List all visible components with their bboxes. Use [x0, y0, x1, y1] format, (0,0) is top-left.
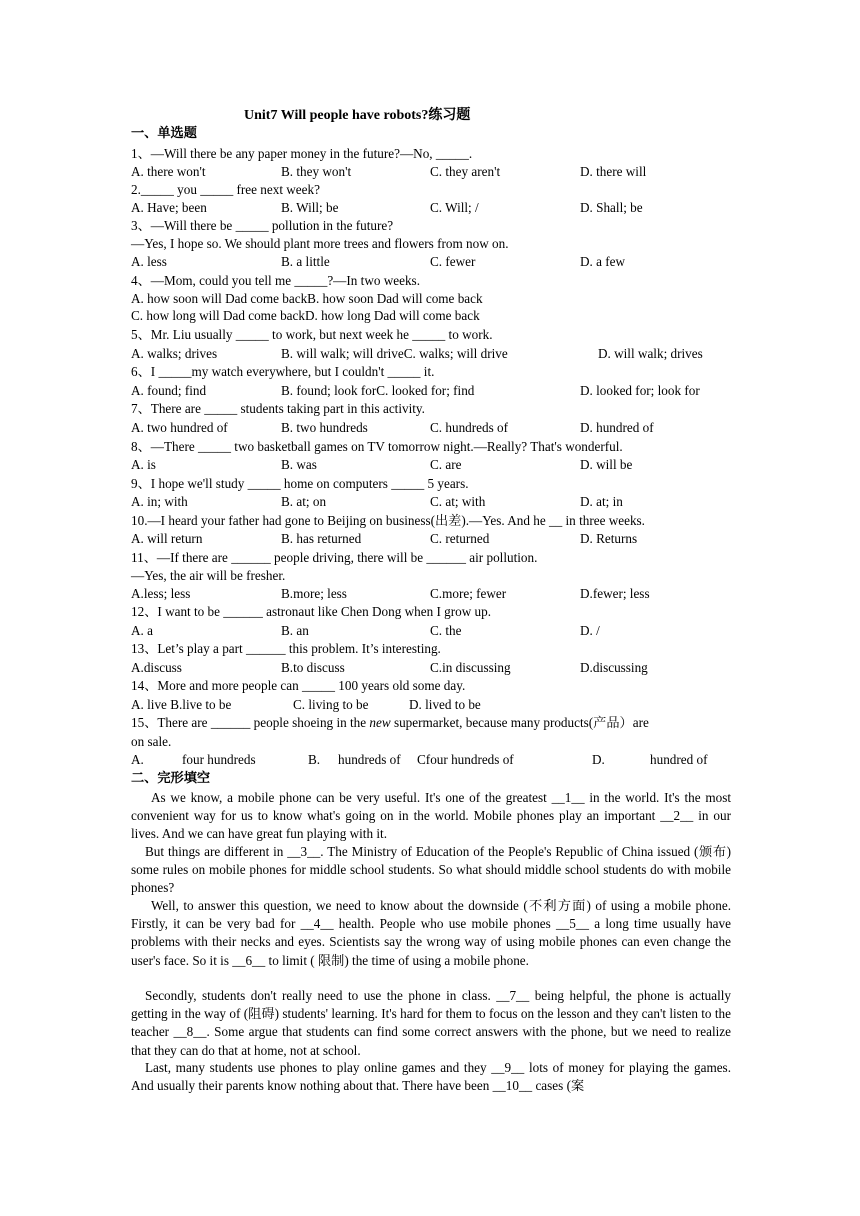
- option-d: D. /: [580, 623, 600, 638]
- option-d: D. there will: [580, 164, 647, 179]
- question-stem: 9、I hope we'll study _____ home on computers _____ 5 years.: [131, 476, 469, 491]
- option-c: C.in discussing: [430, 660, 511, 675]
- option-d-letter: D.: [592, 752, 605, 767]
- option-d: D. at; in: [580, 494, 623, 509]
- cloze-paragraph-4: Secondly, students don't really need to use the phone in class. __7__ being helpful, the phone is actually getting in the way of (阻碍) students' learning. It's hard for them to focus on the lesson and they can't listen to the teacher __8__. Some argue that students can find some correct answers with the phone, but we need to realize that they can do that at home, not at school.: [131, 988, 731, 1058]
- question-stem: 13、Let’s play a part ______ this problem. It’s interesting.: [131, 641, 441, 656]
- option-a: A. a: [131, 623, 153, 638]
- option-d: D. will be: [580, 457, 633, 472]
- cloze-paragraph-5: Last, many students use phones to play online games and they __9__ lots of money for playing the games. And usually their parents know nothing about that. There have been __10__ cases (案: [131, 1060, 731, 1094]
- option-a: A. less: [131, 254, 167, 269]
- option-c: C. the: [430, 623, 462, 638]
- option-a: A. there won't: [131, 164, 206, 179]
- option-d: hundred of: [650, 752, 708, 767]
- option-d: D. looked for; look for: [580, 383, 700, 398]
- option-a: A.less; less: [131, 586, 191, 601]
- question-stem: 10.—I heard your father had gone to Beijing on business(出差).—Yes. And he __ in three weeks.: [131, 513, 645, 528]
- option-c: C. returned: [430, 531, 490, 546]
- option-b: B. at; on: [281, 494, 327, 509]
- option-d: D. Returns: [580, 531, 638, 546]
- option-b: B. a little: [281, 254, 330, 269]
- section-heading-cloze: 二、完形填空: [131, 770, 211, 785]
- question-stem: 1、—Will there be any paper money in the future?—No, _____.: [131, 146, 473, 161]
- option-d: D. Shall; be: [580, 200, 643, 215]
- option-d: D. hundred of: [580, 420, 654, 435]
- option-a: A. will return: [131, 531, 203, 546]
- question-stem: 5、Mr. Liu usually _____ to work, but next week he _____ to work.: [131, 327, 493, 342]
- question-stem: 3、—Will there be _____ pollution in the future?: [131, 218, 394, 233]
- option-b: B. has returned: [281, 531, 362, 546]
- question-stem: 14、More and more people can _____ 100 years old some day.: [131, 678, 466, 693]
- cloze-paragraph-1: As we know, a mobile phone can be very useful. It's one of the greatest __1__ in the world. It's the most convenient way for us to know what's going on in the world. Mobile phones play an important __2__ in our lives. And we can have great fun playing with it.: [131, 790, 731, 842]
- option-b: B. they won't: [281, 164, 352, 179]
- option-b: hundreds of: [338, 752, 401, 767]
- option-d: D. a few: [580, 254, 626, 269]
- option-b-letter: B.: [308, 752, 321, 767]
- option-c: C. they aren't: [430, 164, 501, 179]
- question-stem: 15、There are ______ people shoeing in the new supermarket, because many products(产品）are: [131, 715, 649, 730]
- question-stem: 12、I want to be ______ astronaut like Chen Dong when I grow up.: [131, 604, 492, 619]
- option-b: B. an: [281, 623, 309, 638]
- option-c: C. fewer: [430, 254, 476, 269]
- option-b-c: B. will walk; will driveC. walks; will drive: [281, 346, 508, 361]
- option-d: D. will walk; drives: [598, 346, 703, 361]
- option-c: C. Will; /: [430, 200, 479, 215]
- option-d: D.fewer; less: [580, 586, 650, 601]
- question-stem-continued: —Yes, I hope so. We should plant more trees and flowers from now on.: [131, 236, 509, 251]
- option-b: B. Will; be: [281, 200, 339, 215]
- option-a: four hundreds: [182, 752, 256, 767]
- option-a: A. Have; been: [131, 200, 207, 215]
- option-c: Cfour hundreds of: [417, 752, 514, 767]
- option-c: C.more; fewer: [430, 586, 507, 601]
- option-a: A. two hundred of: [131, 420, 228, 435]
- option-b: B.more; less: [281, 586, 347, 601]
- option-a: A. in; with: [131, 494, 188, 509]
- option-b: B. two hundreds: [281, 420, 368, 435]
- question-stem-continued: —Yes, the air will be fresher.: [131, 568, 286, 583]
- option-c: C. are: [430, 457, 462, 472]
- options-line: A. how soon will Dad come backB. how soon Dad will come back: [131, 291, 483, 306]
- option-b: B. was: [281, 457, 317, 472]
- question-stem-continued: on sale.: [131, 734, 172, 749]
- page-title: Unit7 Will people have robots?练习题: [244, 108, 471, 123]
- question-stem: 8、—There _____ two basketball games on TV tomorrow night.—Really? That's wonderful.: [131, 439, 623, 454]
- option-a: A. walks; drives: [131, 346, 218, 361]
- question-stem: 7、There are _____ students taking part in this activity.: [131, 401, 425, 416]
- option-d: D. lived to be: [409, 697, 481, 712]
- question-stem: 2._____ you _____ free next week?: [131, 182, 320, 197]
- question-stem: 6、I _____my watch everywhere, but I couldn't _____ it.: [131, 364, 435, 379]
- option-c: C. hundreds of: [430, 420, 509, 435]
- option-a-letter: A.: [131, 752, 144, 767]
- option-a: A.discuss: [131, 660, 182, 675]
- option-c: C. at; with: [430, 494, 486, 509]
- option-b: B.to discuss: [281, 660, 345, 675]
- question-stem: 11、—If there are ______ people driving, there will be ______ air pollution.: [131, 550, 538, 565]
- option-d: D.discussing: [580, 660, 648, 675]
- option-a-b: A. live B.live to be: [131, 697, 232, 712]
- option-c: C. living to be: [293, 697, 369, 712]
- section-heading-multiple-choice: 一、单选题: [131, 125, 197, 140]
- cloze-paragraph-3: Well, to answer this question, we need to know about the downside (不利方面) of using a mobile phone. Firstly, it can be very bad for __4__ health. People who use mobile phones __5__ a long time usually have problems with their necks and eyes. Scientists say the wrong way of using mobile phones can even change the user's face. So it is __6__ to limit ( 限制) the time of using a mobile phone.: [131, 898, 731, 968]
- option-a: A. found; find: [131, 383, 207, 398]
- question-stem: 4、—Mom, could you tell me _____?—In two weeks.: [131, 273, 420, 288]
- options-line: C. how long will Dad come backD. how long Dad will come back: [131, 308, 480, 323]
- option-b-c: B. found; look forC. looked for; find: [281, 383, 475, 398]
- cloze-paragraph-2: But things are different in __3__. The Ministry of Education of the People's Republic of China issued (颁布) some rules on mobile phones for middle school students. So what should middle school students do with mobile phones?: [131, 844, 731, 896]
- option-a: A. is: [131, 457, 156, 472]
- emphasized-word: new: [369, 715, 391, 730]
